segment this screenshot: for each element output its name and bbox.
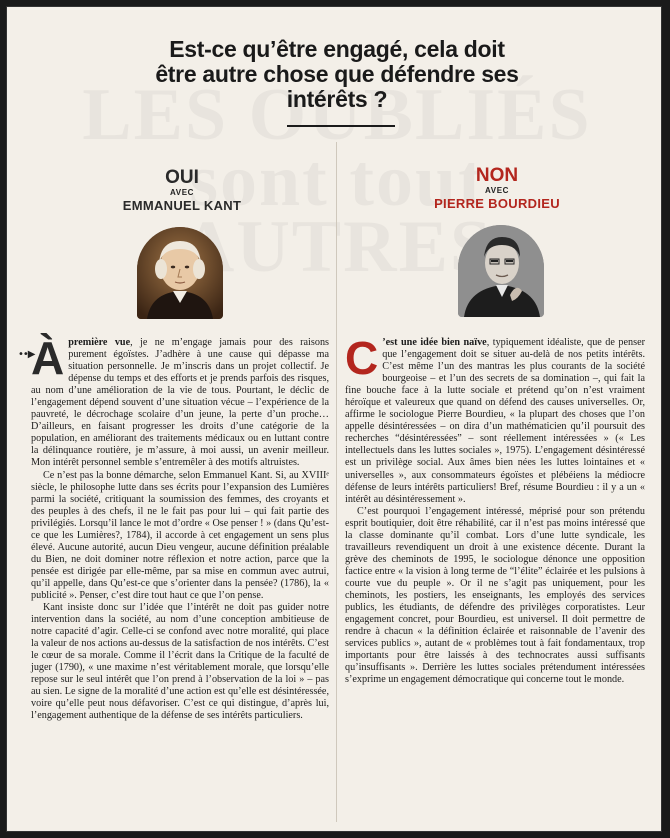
non-paragraph-2: C’est pourquoi l’engagement intéressé, méprisé pour son prétendu esprit boutiquier, doit être réhabilité, car il n’est pas moins intéressé que la classe dominante qu’il combat. Lors d’une lutte syndicale, les travailleurs revendiquent un droit à une existence décente. Durant la grève des cheminots de 1995, le sociologue dénonce une opposition factice entre « la vision à long terme de “l’élite” éclairée et les pulsions à courte vue du peuple ». Or il ne s’agit pas uniquement, pour les cheminots, les postiers, les enseignants, les employés des services publics, les étudiants, de défendre des privilèges corporatistes. Leur engagement concret, pour Bourdieu, est universel. Il doit permettre de rendre à chacun « la définition éclairée et raisonnable de l’avenir des services publics », autant de « problèmes tout à fait fondamentaux, trop importants pour être laissés à des technocrates aussi suffisants qu’insuffisants ». Derrière les luttes sociales prétendument intéressées s’exprime un engagement démocratique qui concerne tout le monde. (345, 505, 645, 686)
non-paragraph-1 (345, 332, 645, 506)
bourdieu-portrait (458, 225, 544, 317)
oui-paragraph-1 (31, 332, 329, 470)
non-column (345, 332, 645, 686)
non-avec: AVEC (484, 186, 510, 195)
non-paragraph-1-text: , typiquement idéaliste, que de penser que l’engagement doit se situer au-delà de nos petits intérêts. C’est même l’un des mantras les plus courants de la société bourgeoise – et l’un des secrets de sa domination –, qui fait la fine bouche face à la lutte sociale et prétend qu’on n’est vraiment héroïque et valeureux que quand on défend des causes universelles. Or, affirme le sociologue Pierre Bourdieu, « la plupart des choses que l’on appelle désintéressées – on dira d’un mathématicien qu’il poursuit des recherches “désintéressées” – sont réellement intéressées » (« Les intellectuels dans les luttes sociales », 1975). L’engagement désintéressé est un privilège social. Aux âmes bien nées les luttes lointaines et « universelles », aux consommateurs égoïstes et plébéiens la médiocre défense de leurs intérêts particuliers! Bref, résume Bourdieu : il y a un « intérêt au désintéressement ». (345, 337, 645, 505)
non-label: NON (475, 165, 519, 186)
non-dropcap: C (345, 332, 379, 384)
oui-paragraph-1-text: , je ne m’engage jamais pour des raisons purement égoïstes. J’adhère à une cause qui dépasse ma situation personnelle. Je m’inscris dans un projet collectif. Je dépense du temps et des efforts et je prends parfois des risques, au nom d’une amélioration de la vie de tous. Pourtant, le déclic de l’engagement dépend souvent d’une situation vécue – l’expérience de la pauvreté, le décrochage scolaire d’un jeune, la perte d’un proche… D’ailleurs, en faisant progresser les droits d’une catégorie de la population, en améliorant des traitements médicaux ou en luttant contre la délinquance routière, je m’assure, à moi aussi, un avenir meilleur. Mon intérêt personnel semble s’entremêler à des motifs altruistes. (31, 337, 329, 469)
oui-header (117, 167, 247, 213)
page-title: Est-ce qu’être engagé, cela doit être autre chose que défendre ses intérêts ? (155, 36, 519, 112)
oui-dropcap: À (31, 332, 65, 384)
oui-paragraph-3: Kant insiste donc sur l’idée que l’intérêt ne doit pas guider notre intervention dans la société, au nom d’une conception ambitieuse de notre capacité d’agir. Celle-ci se confond avec notre moralité, qui place la valeur de nos actions au-dessus de la satisfaction de nos intérêts. C’est le cœur de sa morale. Comme il l’écrit dans la Critique de la faculté de juger (1790), « une maxime n’est véritablement morale, que lorsqu’elle repose sur le seul intérêt que l’on prend à l’observation de la loi » – pas au sien. Le signe de la moralité d’une action est qu’elle est désintéressée, voire qu’elle peut nous défavoriser. C’est ce qui distingue, d’après lui, l’engagement authentique de la défense de ses intérêts particuliers. (31, 602, 329, 722)
column-divider (336, 142, 337, 822)
arrow-marker-icon: ••▶ (18, 349, 35, 360)
oui-avec: AVEC (169, 188, 195, 197)
oui-column (31, 332, 329, 723)
kant-portrait (137, 227, 223, 319)
non-author-name: PIERRE BOURDIEU (434, 196, 560, 211)
title-underline (287, 125, 395, 127)
oui-author-name: EMMANUEL KANT (122, 198, 242, 213)
non-header (427, 165, 567, 211)
oui-paragraph-2: Ce n’est pas la bonne démarche, selon Emmanuel Kant. Si, au XVIIIᵉ siècle, le philosophe lutte dans ses écrits pour l’expansion des Lumières parmi la société, critiquant la soumission des femmes, des croyants et des peuples à des chefs, il ne le fait pas pour lui – qui fait partie des privilégiés. Lorsqu’il lance le mot d’ordre « Ose penser ! » (dans Qu’est-ce que les Lumières?, 1784), il accorde à cet engagement un sens plus élevé. Aucune autorité, aucun Dieu vengeur, aucune définition préalable du Bien, ne doit dominer notre réflexion et notre action, parce que la pensée est dirigée par elle-même, par sa mise en commun avec autrui, qu’il appelle, dans Qu’est-ce que s’orienter dans la pensée? (1786), la « publicité ». Penser, c’est dire tout haut ce que l’on pense. (31, 469, 329, 601)
oui-label: OUI (165, 167, 199, 188)
oui-lead: première vue (68, 337, 131, 348)
magazine-page (6, 6, 662, 832)
non-lead: ’est une idée bien naïve (382, 337, 487, 348)
